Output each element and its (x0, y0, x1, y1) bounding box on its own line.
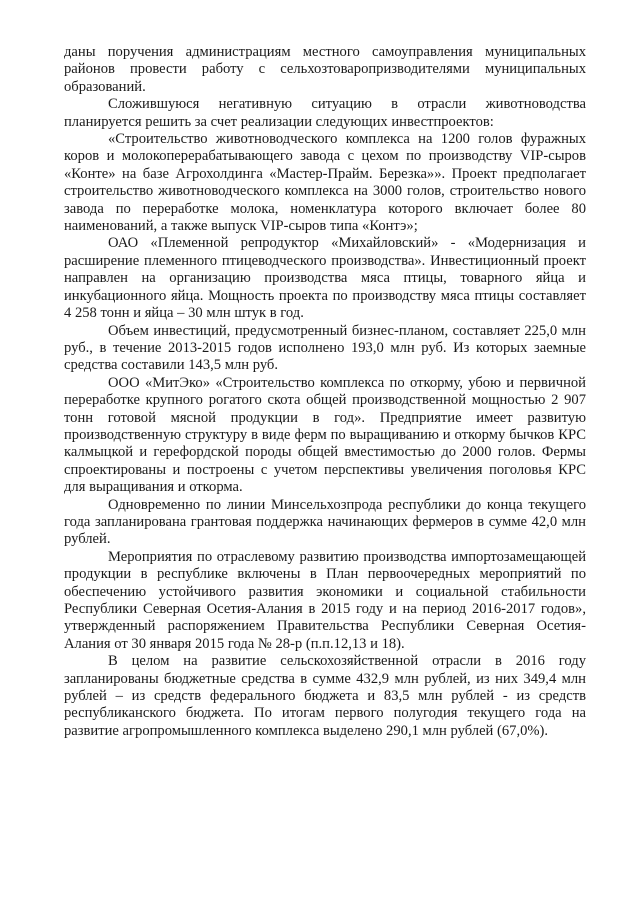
paragraph-5: Объем инвестиций, предусмотренный бизнес-планом, составляет 225,0 млн руб., в течение 2013-2015 годов исполнено 193,0 млн руб. Из которых заемные средства составили 143,5 млн руб. (64, 322, 586, 374)
paragraph-3: «Строительство животноводческого комплекса на 1200 голов фуражных коров и молокоперерабатывающего завода с цехом по производству VIP-сыров «Конте» на базе Агрохолдинга «Мастер-Прайм. Березка»». Проект предполагает строительство животноводческого комплекса на 3000 голов, строительство нового завода по переработке молока, номенклатура которого включает более 80 наименований, а также выпуск VIP-сыров типа «Контэ»; (64, 131, 586, 235)
paragraph-7: Одновременно по линии Минсельхозпрода республики до конца текущего года запланирована грантовая поддержка начинающих фермеров в сумме 42,0 млн рублей. (64, 496, 586, 548)
paragraph-1: даны поручения администрациям местного самоуправления муниципальных районов провести работу с сельхозтоваропризводителями муниципальных образований. (64, 44, 586, 95)
paragraph-6: ООО «МитЭко» «Строительство комплекса по откорму, убою и первичной переработке крупного рогатого скота общей производственной мощностью 2 907 тонн готовой мясной продукции в год». Предприятие имеет развитую производственную структуру в виде ферм по выращиванию и откорму бычков КРС калмыцкой и герефордской породы общей вместимостью до 2000 голов. Фермы спроектированы и построены с учетом перспективы увеличения поголовья КРС для выращивания и откорма. (64, 374, 586, 496)
paragraph-8: Мероприятия по отраслевому развитию производства импортозамещающей продукции в республике включены в План первоочередных мероприятий по обеспечению устойчивого развития экономики и социальной стабильности Республики Северная Осетия-Алания в 2015 году и на период 2016-2017 годов», утвержденный распоряжением Правительства Республики Северная Осетия-Алания от 30 января 2015 года № 28-р (п.п.12,13 и 18). (64, 548, 586, 652)
document-page (64, 44, 586, 740)
paragraph-2: Сложившуюся негативную ситуацию в отрасли животноводства планируется решить за счет реализации следующих инвестпроектов: (64, 96, 586, 130)
paragraph-9: В целом на развитие сельскохозяйственной отрасли в 2016 году запланированы бюджетные средства в сумме 432,9 млн рублей, из них 349,4 млн рублей – из средств федерального бюджета и 83,5 млн рублей - из средств республиканского бюджета. По итогам первого полугодия текущего года на развитие агропромышленного комплекса выделено 290,1 млн рублей (67,0%). (64, 653, 586, 739)
paragraph-4: ОАО «Племенной репродуктор «Михайловский» - «Модернизация и расширение племенного птицеводческого производства». Инвестиционный проект направлен на организацию производства мяса птицы, товарного яйца и инкубационного яйца. Мощность проекта по производству мяса птицы составляет 4 258 тонн и яйца – 30 млн штук в год. (64, 235, 586, 322)
